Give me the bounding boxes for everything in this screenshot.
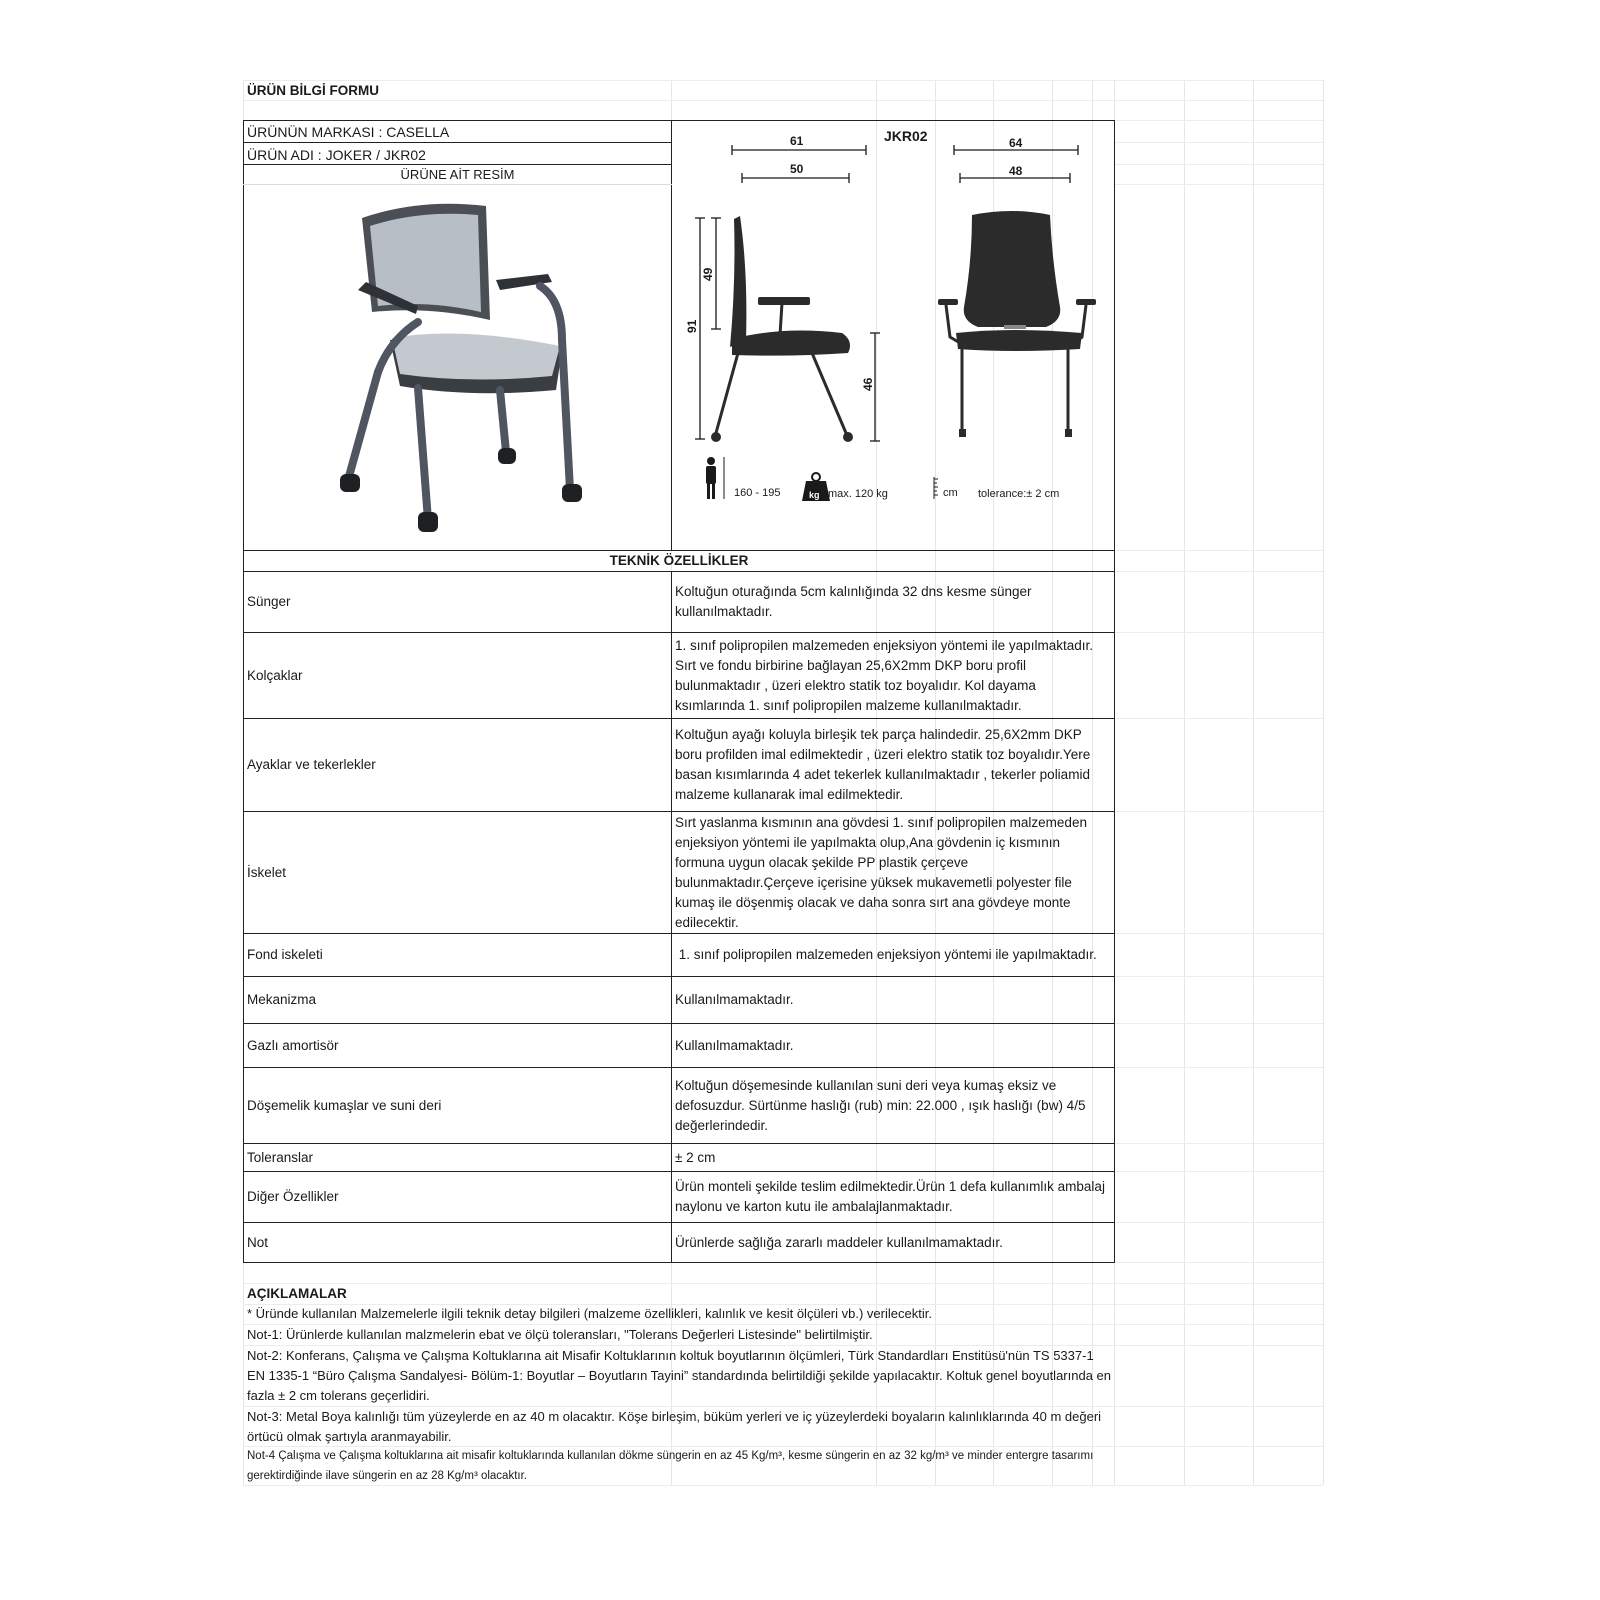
note-4: Not-4 Çalışma ve Çalışma koltuklarına ait misafir koltuklarında kullanılan dökme süngerin en az 45 Kg/m³, kesme süngerin en az 32 kg/m³ ve minder entergre tasarımı gerektirdiğinde ilave süngerin en az 28 Kg/m³ olacaktır. [247, 1450, 1094, 1482]
brand-line: ÜRÜNÜN MARKASI : CASELLA [247, 124, 450, 140]
spec-label: Not [247, 1235, 269, 1250]
weight-icon-label: kg [809, 490, 820, 500]
note-2: Not-2: Konferans, Çalışma ve Çalışma Koltuklarına ait Misafir Koltuklarının koltuk boyutlarının ölçümleri, Türk Standardları Enstitüsü'nün TS 5337-1 EN 1335-1 “Büro Çalışma Sandalyesi- Bölüm-1: Boyutlar – Boyutların Tayini” standardında belirtildiği şekilde yapılacaktır. Koltuk genel boyutlarında en fazla ± 2 cm tolerans geçerlidiri. [247, 1348, 1111, 1403]
dim-side-outer: 61 [790, 134, 804, 148]
image-caption: ÜRÜNE AİT RESİM [400, 167, 515, 182]
weight-icon [802, 473, 830, 501]
spec-value: Kullanılmamaktadır. [675, 992, 794, 1007]
dim-back-height: 49 [701, 267, 715, 281]
spec-label: Diğer Özellikler [247, 1189, 339, 1204]
spec-label: Ayaklar ve tekerlekler [247, 757, 376, 772]
tolerance-label: tolerance:± 2 cm [978, 488, 1060, 500]
spec-value: ± 2 cm [675, 1149, 716, 1165]
user-height-range: 160 - 195 [734, 487, 781, 499]
note-3: Not-3: Metal Boya kalınlığı tüm yüzeylerde en az 40 m olacaktır. Köşe birleşim, büküm yerleri ve iç yüzeylerdeki boyaların kalınlıklarında 40 m değeri örtücü olmak şartıyla aranmayabilir. [247, 1409, 1102, 1444]
spec-label: Toleranslar [247, 1149, 314, 1165]
note-general: * Üründe kullanılan Malzemelerle ilgili teknik detay bilgileri (malzeme özellikleri, kalınlık ve kesit ölçüleri vb.) verilecektir. [247, 1306, 932, 1321]
spec-value: 1. sınıf polipropilen malzemeden enjeksiyon yöntemi ile yapılmaktadır. [675, 947, 1097, 962]
spec-value: Koltuğun döşemesinde kullanılan suni deri veya kumaş eksiz ve defosuzdur. Sürtünme haslığı (rub) min: 22.000 , ışık haslığı (bw) 4/5 değerlerindedir. [675, 1077, 1086, 1133]
spec-label: Kolçaklar [247, 667, 303, 683]
notes-title: AÇIKLAMALAR [247, 1286, 347, 1301]
spec-label: Fond iskeleti [247, 947, 323, 962]
spec-label: Döşemelik kumaşlar ve suni deri [247, 1097, 442, 1113]
spec-value: Ürün monteli şekilde teslim edilmektedir.Ürün 1 defa kullanımlık ambalaj naylonu ve karton kutu ile ambalajlanmaktadır. [675, 1179, 1105, 1214]
chair-photo [300, 190, 620, 545]
product-name-line: ÜRÜN ADI : JOKER / JKR02 [247, 147, 426, 163]
spec-value: Koltuğun ayağı koluyla birleşik tek parça halindedir. 25,6X2mm DKP boru profilden imal edilmektedir , üzeri elektro statik toz boyalıdır.Yere basan kısımlarında 4 adet tekerlek kullanılmaktadır , tekerler poliamid malzeme kullanarak imal edilmektedir. [675, 727, 1091, 802]
note-1: Not-1: Ürünlerde kullanılan malzmelerin ebat ve ölçü toleransları, "Tolerans Değerleri Listesinde" belirtilmiştir. [247, 1327, 873, 1342]
specs-title: TEKNİK ÖZELLİKLER [609, 553, 749, 568]
spec-value: Koltuğun oturağında 5cm kalınlığında 32 dns kesme sünger kullanılmaktadır. [675, 584, 1032, 619]
unit-label: cm [943, 487, 958, 499]
ruler-icon [934, 477, 938, 499]
spec-label: Sünger [247, 594, 291, 609]
dim-seat-height: 46 [861, 377, 875, 391]
person-icon [706, 457, 724, 499]
form-title: ÜRÜN BİLGİ FORMU [247, 83, 379, 98]
dim-total-height: 91 [685, 319, 699, 333]
max-load: max. 120 kg [828, 488, 888, 500]
spec-label: Gazlı amortisör [247, 1037, 339, 1053]
spec-value: Sırt yaslanma kısmının ana gövdesi 1. sınıf polipropilen malzemeden enjeksiyon yöntemi ile yapılmakta olup,Ana gövdenin iç kısmının formuna uygun olacak şekilde PP plastik çerçeve bulunmaktadır.Çerçeve içerisine yüksek mukavemetli polyester file kumaş ile döşenmiş olacak ve daha sonra sırt ana gövdeye monte edilecektir. [675, 814, 1087, 930]
spec-value: Kullanılmamaktadır. [675, 1037, 794, 1053]
dim-front-outer: 64 [1009, 136, 1023, 150]
dim-side-inner: 50 [790, 162, 804, 176]
spec-value: 1. sınıf polipropilen malzemeden enjeksiyon yöntemi ile yapılmaktadır. Sırt ve fondu birbirine bağlayan 25,6X2mm DKP boru profil bulunmaktadır , üzeri elektro statik toz boyalıdır. Kol dayama ksımlarında 1. sınıf polipropilen malzeme kullanılmaktadır. [675, 637, 1093, 713]
spec-value: Ürünlerde sağlığa zararlı maddeler kullanılmamaktadır. [675, 1235, 1003, 1250]
model-code: JKR02 [884, 128, 928, 144]
dim-front-inner: 48 [1009, 164, 1023, 178]
spec-label: İskelet [247, 864, 287, 880]
spec-label: Mekanizma [247, 992, 317, 1007]
technical-drawing [672, 121, 1114, 550]
